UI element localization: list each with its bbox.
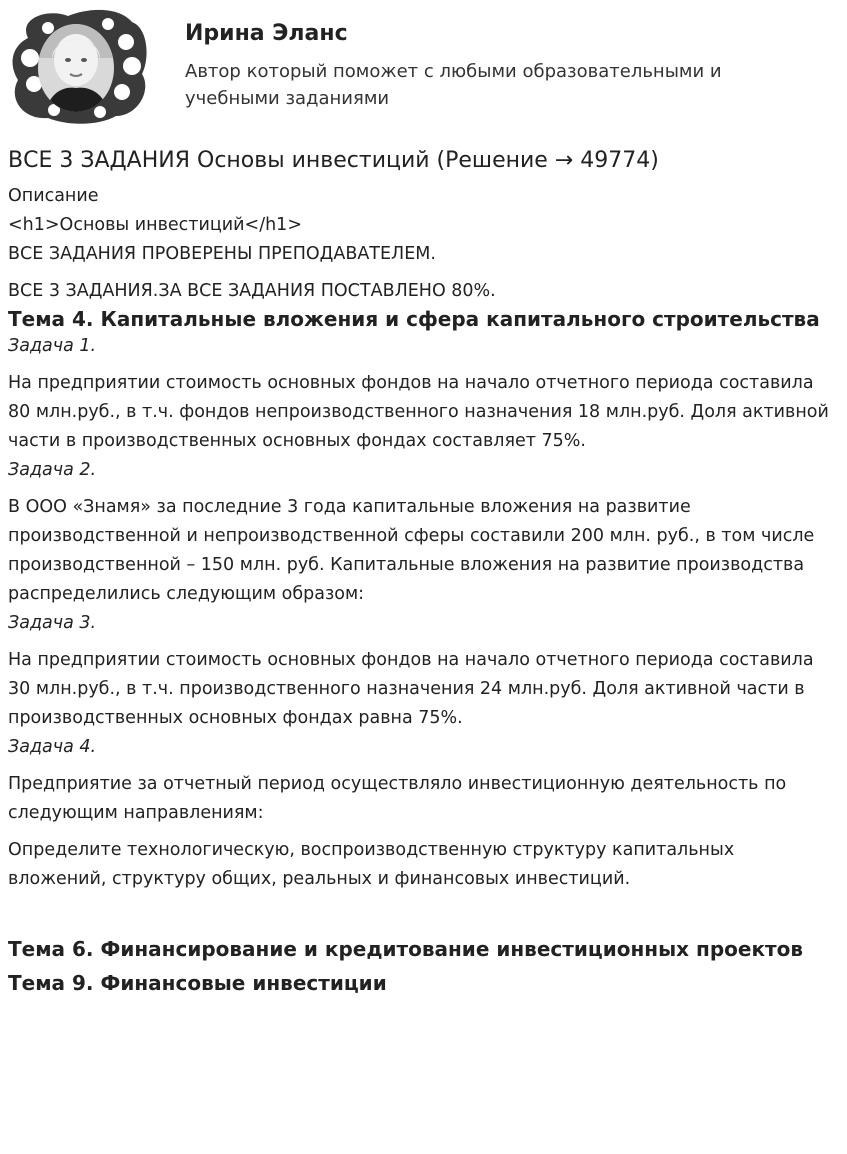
author-description: Автор который поможет с любыми образовательными и учебными заданиями xyxy=(185,61,722,109)
task1-text: На предприятии стоимость основных фондов на начало отчетного периода составила 80 млн.руб., в т.ч. фондов непроизводственного назначения 18 млн.руб. Доля активной части в производственных основных фондах составляет 75%. xyxy=(8,373,829,451)
description-label: Описание xyxy=(8,186,99,206)
h1-raw-text: <h1>Основы инвестиций</h1> xyxy=(8,215,302,235)
product-content xyxy=(8,146,838,996)
task3-text: На предприятии стоимость основных фондов на начало отчетного периода составила 30 млн.руб., в т.ч. производственного назначения 24 млн.руб. Доля активной части в производственных основных фондах равна 75%. xyxy=(8,650,814,728)
task1-label: Задача 1. xyxy=(8,336,97,356)
topic9-heading: Тема 9. Финансовые инвестиции xyxy=(8,971,387,995)
task4-question: Определите технологическую, воспроизводственную структуру капитальных вложений, структуру общих, реальных и финансовых инвестиций. xyxy=(8,840,735,889)
topic6-heading: Тема 6. Финансирование и кредитование инвестиционных проектов xyxy=(8,937,804,961)
author-card xyxy=(8,8,838,128)
task4-text: Предприятие за отчетный период осуществляло инвестиционную деятельность по следующим направлениям: xyxy=(8,774,787,823)
author-name[interactable]: Ирина Эланс xyxy=(185,21,348,46)
task4-label: Задача 4. xyxy=(8,737,97,757)
topic4-heading: Тема 4. Капитальные вложения и сфера капитального строительства xyxy=(8,307,820,331)
checked-text: ВСЕ ЗАДАНИЯ ПРОВЕРЕНЫ ПРЕПОДАВАТЕЛЕМ. xyxy=(8,244,436,264)
page-title: ВСЕ 3 ЗАДАНИЯ Основы инвестиций (Решение → 49774) xyxy=(8,148,659,173)
author-avatar[interactable] xyxy=(8,8,152,126)
task2-label: Задача 2. xyxy=(8,460,97,480)
task3-label: Задача 3. xyxy=(8,613,97,633)
task2-text: В ООО «Знамя» за последние 3 года капитальные вложения на развитие производственной и непроизводственной сферы составили 200 млн. руб., в том числе производственной – 150 млн. руб. Капитальные вложения на развитие производства распределились следующим образом: xyxy=(8,497,815,604)
graded-text: ВСЕ 3 ЗАДАНИЯ.ЗА ВСЕ ЗАДАНИЯ ПОСТАВЛЕНО 80%. xyxy=(8,281,496,301)
